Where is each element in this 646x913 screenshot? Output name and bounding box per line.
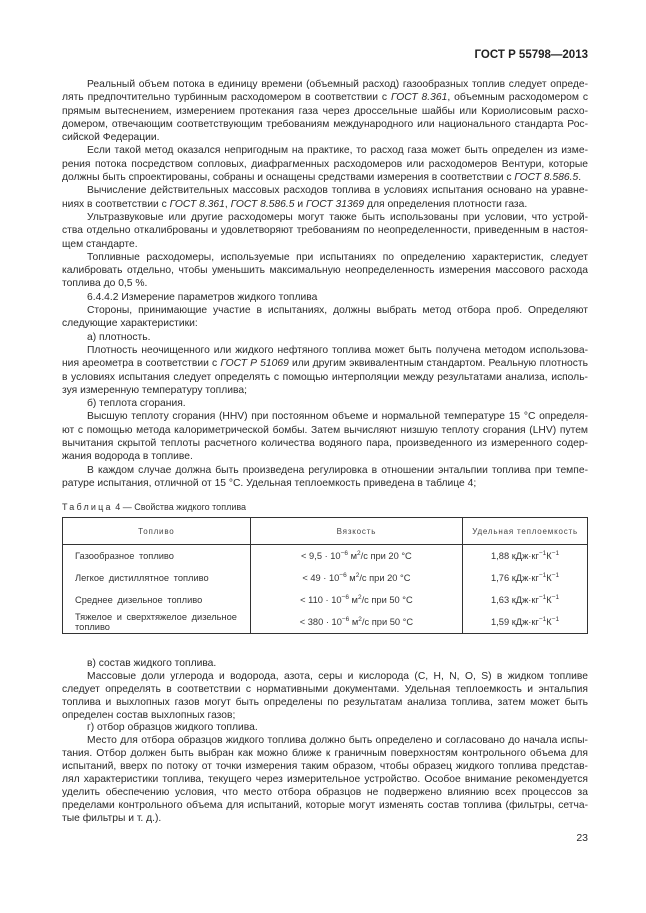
text-line: следует определять в соответствии с нормативными документами. Удельная теплоемкость и энтальпия: [62, 683, 588, 695]
standard-reference: ГОСТ 8.586.5: [514, 172, 579, 184]
text-line: [62, 198, 588, 211]
document-header: ГОСТ Р 55798—2013: [474, 49, 588, 61]
cell-fuel: Среднее дизельное топливо: [63, 589, 251, 611]
text-line: [62, 171, 588, 184]
table-caption-label: Таблица: [62, 502, 113, 512]
heat-exponent: −1: [551, 550, 560, 557]
visc-unit: м: [349, 617, 359, 627]
cell-viscosity: [250, 545, 462, 568]
text-line: лял характеристики топлива, текущего через измерительное устройство. Особое внимание рекомендуется: [62, 774, 588, 786]
text-line: зуя измеренную температуру топлива;: [62, 384, 247, 396]
heat-value: 1,76 кДж·кг: [491, 573, 539, 583]
text-line: топлива и выхлопных газов могут быть определены по результатам анализа топлива, затем может быть: [62, 696, 588, 708]
text-segment: или другим эквивалентным стандартом. Реальную плотность: [288, 358, 588, 370]
table-header-row: [63, 518, 588, 545]
text-line: ют с помощью метода калориметрической бомбы. Затем вычисляют низшую теплоту сгорания (LHV) путем: [62, 424, 588, 436]
text-line: Массовые доли углерода и водорода, азота, серы и кислорода (С, Н, N, О, S) в жидком топливе: [87, 670, 588, 682]
text-segment: лять предпочтительно турбинным расходомером в соответствии с: [62, 92, 391, 104]
visc-condition: /с при 20 °С: [359, 573, 411, 583]
body-text-top: [62, 78, 588, 490]
text-segment: ниях в соответствии с: [62, 198, 170, 210]
text-line: б) теплота сгорания.: [87, 398, 186, 410]
header-specific-heat: Удельная теплоемкость: [463, 518, 588, 545]
text-segment: для определения плотности газа.: [364, 198, 528, 210]
text-line: Плотность неочищенного или жидкого нефтяного топлива может быть получена методом использова-: [87, 344, 588, 356]
text-line: тые фильтры и т. д.).: [62, 812, 162, 824]
text-line: в) состав жидкого топлива.: [87, 658, 217, 669]
table-row: [63, 567, 588, 589]
text-line: [62, 357, 588, 370]
text-line: 6.4.4.2 Измерение параметров жидкого топлива: [87, 291, 318, 303]
visc-value: < 49 · 10: [302, 573, 340, 583]
page-number: 23: [576, 832, 588, 844]
standard-reference: ГОСТ 8.361: [390, 92, 448, 104]
text-line: [62, 91, 588, 104]
standard-reference: ГОСТ 8.361: [169, 198, 225, 210]
text-line: сийской Федерации.: [62, 132, 160, 144]
table-caption-title: 4 — Свойства жидкого топлива: [112, 502, 247, 512]
visc-unit-square: 2: [355, 572, 360, 579]
heat-exponent: −1: [538, 594, 547, 601]
visc-value: < 9,5 · 10: [301, 551, 341, 561]
visc-unit-square: 2: [357, 550, 361, 557]
heat-exponent: −1: [551, 572, 560, 579]
standard-reference: ГОСТ 8.586.5: [230, 198, 295, 210]
text-line: прямым вытеснением, измерением протекания газа через дроссельные шайбы или Кориолисовым расхо-: [62, 105, 588, 117]
cell-viscosity: [250, 567, 462, 589]
cell-specific-heat: [463, 611, 588, 634]
cell-fuel: Легкое дистиллятное топливо: [63, 567, 251, 589]
visc-exponent: −6: [341, 594, 349, 601]
text-line: щем стандарте.: [62, 238, 138, 250]
heat-unit: К: [546, 595, 552, 605]
heat-unit: К: [546, 551, 552, 561]
visc-exponent: −6: [341, 616, 350, 623]
visc-unit: м: [348, 551, 357, 561]
cell-specific-heat: [463, 589, 588, 611]
text-line: Стороны, принимающие участие в испытаниях, должны выбрать метод отбора проб. Определяют: [87, 305, 588, 317]
body-text-bottom: [62, 658, 588, 826]
visc-exponent: −6: [340, 550, 349, 557]
text-line: пределами контрольного объема для испытаний, которые могут изменять состав топлива (фильтры, сетча-: [62, 799, 588, 811]
heat-exponent: −1: [538, 616, 547, 623]
heat-unit: К: [546, 617, 552, 627]
text-line: Если такой метод оказался непригодным на практике, то расход газа может быть определен из изме-: [87, 145, 588, 157]
header-viscosity: Вязкость: [250, 518, 462, 545]
text-line: определен состав выхлопных газов;: [62, 709, 236, 721]
text-line: испытаний, вверх по потоку от точки измерения таким образом, чтобы образец жидкого топлива представ-: [62, 761, 588, 773]
table-row: [63, 589, 588, 611]
heat-value: 1,63 кДж·кг: [491, 595, 539, 605]
standard-reference: ГОСТ Р 51069: [220, 358, 289, 370]
heat-exponent: −1: [538, 572, 547, 579]
text-line: Ультразвуковые или другие расходомеры могут также быть использованы при условии, что устрой-: [87, 211, 588, 223]
text-line: калибровать отдельно, чтобы уменьшить максимальную неопределенность измерения массового расхода: [62, 265, 588, 277]
table-caption: [62, 502, 246, 512]
visc-condition: /с при 20 °С: [360, 551, 412, 561]
cell-fuel: Газообразное топливо: [63, 545, 251, 568]
text-line: в условиях испытания следует определять с помощью интерполяции между результатами анализа, исполь-: [62, 371, 588, 383]
text-line: Реальный объем потока в единицу времени (объемный расход) газообразных топлив следует опреде-: [87, 79, 588, 90]
text-line: а) плотность.: [87, 331, 151, 343]
text-line: Топливные расходомеры, используемые при испытаниях по определению характеристик, следует: [87, 251, 588, 263]
text-line: следующие характеристики:: [62, 318, 198, 330]
visc-value: < 380 · 10: [299, 617, 342, 627]
text-line: топлива до 0,5 %.: [62, 278, 148, 290]
table-row: [63, 545, 588, 568]
heat-exponent: −1: [551, 616, 560, 623]
heat-exponent: −1: [551, 594, 560, 601]
text-line: уделить обеспечению условия, что место отбора образцов не подвержено влиянию всех процессов за: [62, 786, 588, 798]
header-fuel: Топливо: [63, 518, 251, 545]
visc-unit: м: [348, 595, 358, 605]
text-line: Вычисление действительных массовых расходов топлива в условиях испытания основано на уравне-: [87, 185, 588, 197]
cell-specific-heat: [463, 545, 588, 568]
table-row: [63, 611, 588, 634]
visc-condition: /с при 50 °С: [361, 617, 414, 627]
text-line: В каждом случае должна быть произведена регулировка в отношении энтальпии топлива при темпе-: [87, 464, 588, 476]
text-line: ства отдельно откалиброваны и удовлетворяют требованиям по неопределенности, приведенным в настоя-: [62, 225, 588, 237]
text-line: Место для отбора образцов жидкого топлива должно быть определено и согласовано до начала испы-: [87, 735, 588, 747]
standard-reference: ГОСТ 31369: [305, 198, 365, 210]
cell-viscosity: [250, 611, 462, 634]
text-line: рения потока посредством сопловых, диафрагменных расходомеров или расходомеров Вентури, которые: [62, 158, 588, 170]
heat-exponent: −1: [538, 550, 547, 557]
text-segment: и: [294, 198, 306, 210]
text-line: Высшую теплоту сгорания (HHV) при постоянном объеме и нормальной температуре 15 °С определя-: [87, 411, 588, 423]
cell-specific-heat: [463, 567, 588, 589]
text-segment: ния ареометра в соответствии с: [62, 358, 221, 370]
text-line: домером, отвечающим соответствующим требованиям международного или национального стандарта Рос-: [62, 118, 588, 130]
text-line: тания. Отбор должен быть выбран как можно ближе к граничным поверхностям контрольного объема для: [62, 748, 588, 760]
text-segment: должны быть спроектированы, собраны и оснащены средствами измерения в соответствии с: [62, 172, 515, 184]
text-line: ратуре испытания, отличной от 15 °С. Удельная теплоемкость приведена в таблице 4;: [62, 477, 477, 489]
text-line: жания водорода в топливе.: [62, 451, 193, 463]
visc-unit-square: 2: [357, 594, 362, 601]
text-segment: , объемным расходомером с: [447, 92, 588, 104]
visc-unit: м: [346, 573, 356, 583]
heat-unit: К: [546, 573, 552, 583]
text-segment: ,: [224, 198, 231, 210]
cell-fuel: Тяжелое и сверхтяжелое дизельное топливо: [63, 611, 251, 634]
text-segment: .: [578, 172, 582, 184]
visc-exponent: −6: [339, 572, 347, 579]
text-line: г) отбор образцов жидкого топлива.: [87, 722, 258, 734]
cell-viscosity: [250, 589, 462, 611]
visc-unit-square: 2: [358, 616, 362, 623]
text-line: вычитания скрытой теплоты расчетного количества водяного пара, произведенного из измеренного содер-: [62, 438, 588, 450]
visc-condition: /с при 50 °С: [361, 595, 413, 605]
visc-value: < 110 · 10: [300, 595, 342, 605]
fuel-properties-table: [62, 517, 588, 634]
heat-value: 1,59 кДж·кг: [491, 617, 539, 627]
heat-value: 1,88 кДж·кг: [491, 551, 539, 561]
